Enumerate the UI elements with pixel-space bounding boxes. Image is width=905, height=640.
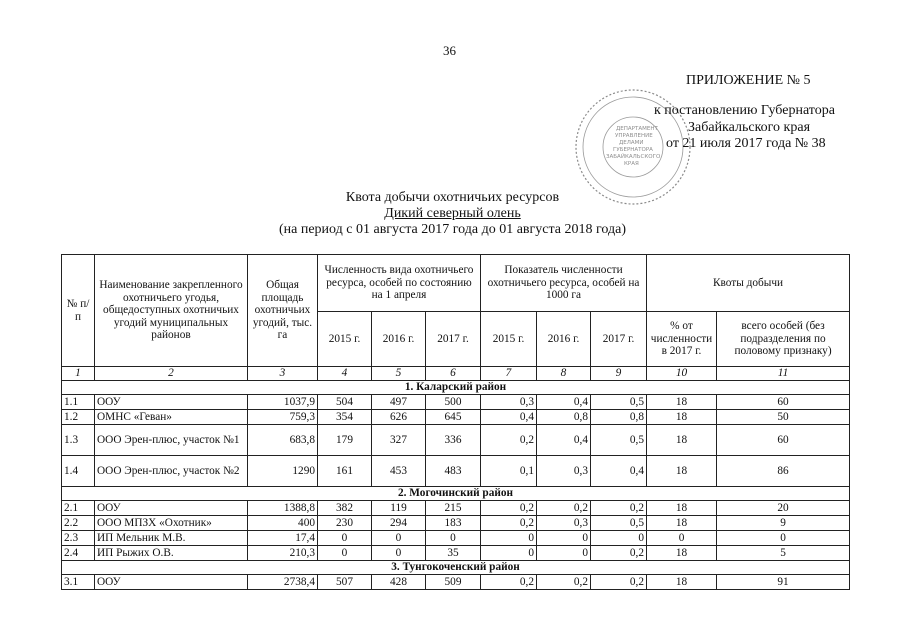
- cell-p2017: 336: [426, 425, 481, 456]
- column-number: 7: [481, 367, 537, 381]
- svg-text:ГУБЕРНАТОРА: ГУБЕРНАТОРА: [613, 147, 653, 153]
- cell-d2017: 0,5: [591, 516, 647, 531]
- cell-d2017: 0,5: [591, 425, 647, 456]
- cell-area: 2738,4: [248, 575, 318, 590]
- header-quota: Квоты добычи: [647, 255, 850, 312]
- cell-p2016: 626: [372, 410, 426, 425]
- cell-d2017: 0,2: [591, 546, 647, 561]
- cell-d2017: 0,2: [591, 575, 647, 590]
- svg-text:ДЕПАРТАМЕНТ: ДЕПАРТАМЕНТ: [616, 126, 658, 132]
- cell-name: ООО МПЗХ «Охотник»: [95, 516, 248, 531]
- cell-d2015: 0,4: [481, 410, 537, 425]
- header-name: Наименование закрепленного охотничьего угодья, общедоступных охотничьих угодий муниципальных районов: [95, 255, 248, 367]
- column-number: 9: [591, 367, 647, 381]
- cell-p2015: 0: [318, 546, 372, 561]
- cell-d2015: 0,2: [481, 516, 537, 531]
- column-number: 8: [537, 367, 591, 381]
- column-number: 2: [95, 367, 248, 381]
- cell-d2016: 0,4: [537, 395, 591, 410]
- section-row: [62, 381, 850, 395]
- header-pop-2015: 2015 г.: [318, 312, 372, 367]
- cell-total: 60: [717, 425, 850, 456]
- page-number: 36: [443, 43, 456, 58]
- cell-p2016: 0: [372, 546, 426, 561]
- cell-d2015: 0,2: [481, 425, 537, 456]
- cell-area: 1290: [248, 456, 318, 487]
- cell-area: 17,4: [248, 531, 318, 546]
- cell-d2017: 0,2: [591, 501, 647, 516]
- cell-p2017: 483: [426, 456, 481, 487]
- cell-pct: 18: [647, 575, 717, 590]
- cell-num: 1.2: [62, 410, 95, 425]
- section-title: 2. Могочинский район: [62, 487, 850, 501]
- cell-area: 1388,8: [248, 501, 318, 516]
- header-den-2016: 2016 г.: [537, 312, 591, 367]
- table-row: [62, 456, 850, 487]
- header-den-2015: 2015 г.: [481, 312, 537, 367]
- svg-text:КРАЯ: КРАЯ: [624, 161, 639, 167]
- cell-p2016: 0: [372, 531, 426, 546]
- cell-total: 91: [717, 575, 850, 590]
- period-line: (на период с 01 августа 2017 года до 01 августа 2018 года): [278, 222, 626, 237]
- cell-pct: 18: [647, 456, 717, 487]
- cell-pct: 18: [647, 395, 717, 410]
- cell-p2015: 504: [318, 395, 372, 410]
- cell-d2016: 0,3: [537, 516, 591, 531]
- cell-num: 2.1: [62, 501, 95, 516]
- cell-p2016: 119: [372, 501, 426, 516]
- cell-p2016: 294: [372, 516, 426, 531]
- cell-p2015: 354: [318, 410, 372, 425]
- cell-area: 683,8: [248, 425, 318, 456]
- cell-area: 759,3: [248, 410, 318, 425]
- cell-pct: 18: [647, 516, 717, 531]
- table-row: [62, 546, 850, 561]
- species-name: Дикий северный олень: [384, 206, 521, 221]
- table-row: [62, 410, 850, 425]
- appendix-line-3: от 21 июля 2017 года № 38: [666, 136, 826, 151]
- cell-name: ООУ: [95, 575, 248, 590]
- cell-num: 3.1: [62, 575, 95, 590]
- cell-d2016: 0,2: [537, 575, 591, 590]
- column-number: 3: [248, 367, 318, 381]
- cell-area: 210,3: [248, 546, 318, 561]
- cell-p2015: 230: [318, 516, 372, 531]
- header-density: Показатель численности охотничьего ресурса, особей на 1000 га: [481, 255, 647, 312]
- table-row: [62, 425, 850, 456]
- cell-p2016: 327: [372, 425, 426, 456]
- appendix-heading: ПРИЛОЖЕНИЕ № 5: [686, 73, 811, 88]
- cell-name: ООУ: [95, 501, 248, 516]
- cell-name: ИП Мельник М.В.: [95, 531, 248, 546]
- header-pop-2017: 2017 г.: [426, 312, 481, 367]
- cell-p2017: 500: [426, 395, 481, 410]
- cell-p2017: 509: [426, 575, 481, 590]
- cell-d2016: 0,8: [537, 410, 591, 425]
- cell-name: ООО Эрен-плюс, участок №2: [95, 456, 248, 487]
- header-population: Численность вида охотничьего ресурса, особей по состоянию на 1 апреля: [318, 255, 481, 312]
- column-number: 10: [647, 367, 717, 381]
- table-body: [62, 367, 850, 590]
- cell-total: 9: [717, 516, 850, 531]
- column-number: 4: [318, 367, 372, 381]
- cell-p2015: 507: [318, 575, 372, 590]
- cell-num: 1.4: [62, 456, 95, 487]
- cell-num: 1.1: [62, 395, 95, 410]
- cell-d2015: 0: [481, 531, 537, 546]
- cell-d2016: 0,3: [537, 456, 591, 487]
- section-title: 3. Тунгокоченский район: [62, 561, 850, 575]
- header-num: № п/п: [62, 255, 95, 367]
- cell-p2015: 161: [318, 456, 372, 487]
- appendix-line-1: к постановлению Губернатора: [654, 103, 835, 118]
- title-line: Квота добычи охотничьих ресурсов: [345, 190, 560, 205]
- cell-name: ОМНС «Геван»: [95, 410, 248, 425]
- svg-text:УПРАВЛЕНИЕ: УПРАВЛЕНИЕ: [615, 133, 653, 139]
- column-number: 11: [717, 367, 850, 381]
- cell-d2016: 0,4: [537, 425, 591, 456]
- cell-p2017: 215: [426, 501, 481, 516]
- cell-d2017: 0: [591, 531, 647, 546]
- header-pop-2016: 2016 г.: [372, 312, 426, 367]
- cell-pct: 18: [647, 501, 717, 516]
- header-den-2017: 2017 г.: [591, 312, 647, 367]
- cell-name: ООУ: [95, 395, 248, 410]
- section-row: [62, 561, 850, 575]
- svg-text:ДЕЛАМИ: ДЕЛАМИ: [619, 140, 644, 146]
- cell-d2015: 0,2: [481, 575, 537, 590]
- cell-d2017: 0,5: [591, 395, 647, 410]
- column-number: 5: [372, 367, 426, 381]
- cell-total: 50: [717, 410, 850, 425]
- cell-area: 400: [248, 516, 318, 531]
- column-number: 1: [62, 367, 95, 381]
- cell-pct: 18: [647, 546, 717, 561]
- cell-p2017: 645: [426, 410, 481, 425]
- cell-p2016: 453: [372, 456, 426, 487]
- table-row: [62, 395, 850, 410]
- cell-total: 60: [717, 395, 850, 410]
- cell-d2016: 0,2: [537, 501, 591, 516]
- cell-pct: 18: [647, 410, 717, 425]
- table-row: [62, 575, 850, 590]
- cell-num: 2.4: [62, 546, 95, 561]
- cell-pct: 0: [647, 531, 717, 546]
- cell-total: 20: [717, 501, 850, 516]
- cell-num: 2.3: [62, 531, 95, 546]
- cell-p2015: 179: [318, 425, 372, 456]
- cell-p2017: 35: [426, 546, 481, 561]
- cell-area: 1037,9: [248, 395, 318, 410]
- cell-name: ООО Эрен-плюс, участок №1: [95, 425, 248, 456]
- cell-d2015: 0,2: [481, 501, 537, 516]
- header-quota-total: всего особей (без подразделения по половому признаку): [717, 312, 850, 367]
- document-title: [0, 190, 905, 238]
- cell-d2017: 0,8: [591, 410, 647, 425]
- cell-num: 2.2: [62, 516, 95, 531]
- cell-total: 5: [717, 546, 850, 561]
- appendix-line-2: Забайкальского края: [688, 120, 811, 135]
- cell-total: 86: [717, 456, 850, 487]
- cell-d2016: 0: [537, 546, 591, 561]
- cell-num: 1.3: [62, 425, 95, 456]
- table-row: [62, 516, 850, 531]
- cell-p2015: 382: [318, 501, 372, 516]
- table-row: [62, 531, 850, 546]
- cell-total: 0: [717, 531, 850, 546]
- cell-p2016: 497: [372, 395, 426, 410]
- cell-d2015: 0: [481, 546, 537, 561]
- cell-d2017: 0,4: [591, 456, 647, 487]
- table-row: [62, 501, 850, 516]
- cell-d2015: 0,3: [481, 395, 537, 410]
- section-title: 1. Каларский район: [62, 381, 850, 395]
- column-number-row: [62, 367, 850, 381]
- cell-d2016: 0: [537, 531, 591, 546]
- cell-p2017: 0: [426, 531, 481, 546]
- cell-name: ИП Рыжих О.В.: [95, 546, 248, 561]
- section-row: [62, 487, 850, 501]
- cell-p2015: 0: [318, 531, 372, 546]
- cell-d2015: 0,1: [481, 456, 537, 487]
- svg-text:ЗАБАЙКАЛЬСКОГО: ЗАБАЙКАЛЬСКОГО: [606, 154, 661, 160]
- quota-table: [61, 254, 850, 590]
- header-area: Общая площадь охотничьих угодий, тыс. га: [248, 255, 318, 367]
- cell-p2017: 183: [426, 516, 481, 531]
- column-number: 6: [426, 367, 481, 381]
- cell-p2016: 428: [372, 575, 426, 590]
- cell-pct: 18: [647, 425, 717, 456]
- header-quota-pct: % от численности в 2017 г.: [647, 312, 717, 367]
